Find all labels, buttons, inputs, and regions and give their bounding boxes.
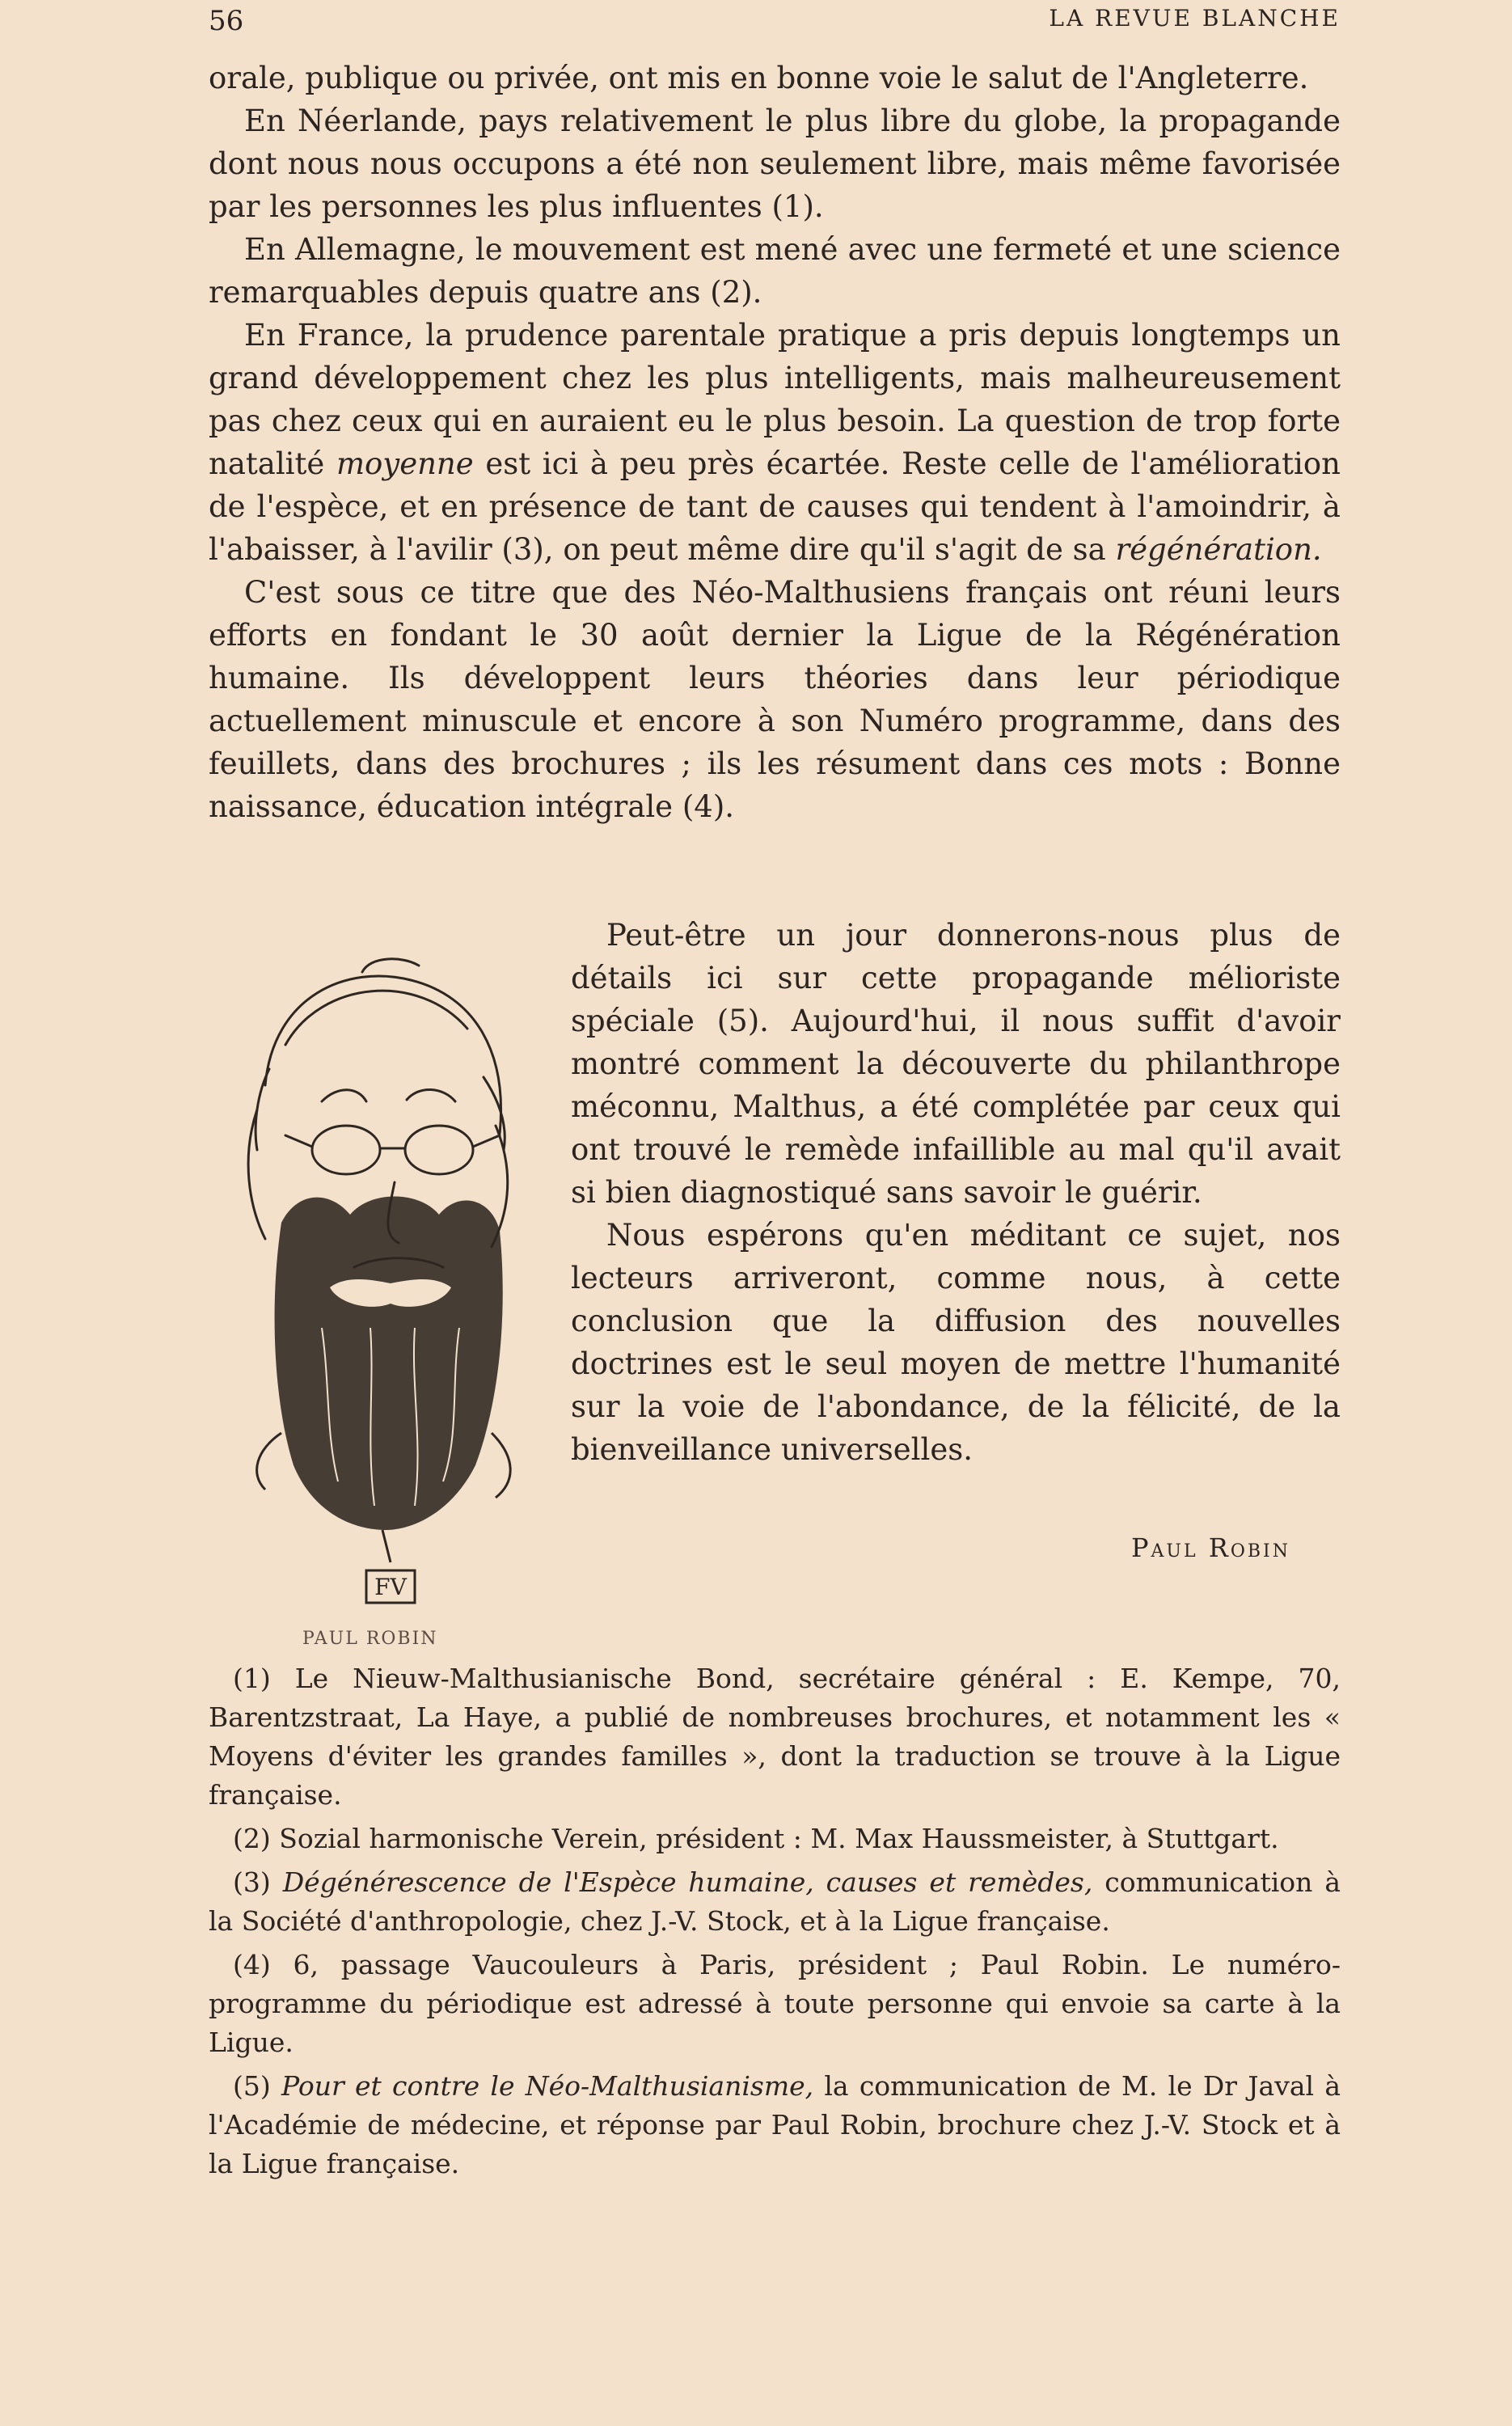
text-run: (2) Sozial harmonische Verein, président : M. Max Haussmeister, à Stuttgart. xyxy=(233,1823,1279,1854)
page-header xyxy=(209,5,1341,37)
footnote-3 xyxy=(209,1863,1341,1941)
text-run: (3) xyxy=(233,1866,283,1898)
right-column xyxy=(571,914,1341,1563)
footnote-5 xyxy=(209,2067,1341,2183)
portrait-illustration xyxy=(209,948,548,1781)
portrait-caption: PAUL ROBIN xyxy=(302,1629,438,1649)
italic-run: Pour et contre le Néo-Malthusianisme, xyxy=(281,2070,814,2102)
paragraph-ligue: C'est sous ce titre que des Néo-Malthusiens français ont réuni leurs efforts en fondant le 30 août dernier la Ligue de la Régénération humaine. Ils développent leurs théories dans leur périodique actuellement minuscule et encore à son Numéro programme, dans des feuillets, dans des brochures ; ils les résument dans ces mots : Bonne naissance, éducation intégrale (4). xyxy=(209,575,1341,824)
footnotes xyxy=(209,1659,1341,2188)
paragraph-germany: En Allemagne, le mouvement est mené avec une fermeté et une science remarquables depuis quatre ans (2). xyxy=(209,232,1341,310)
text-run: (5) xyxy=(233,2070,281,2102)
paragraph-propagande: Peut-être un jour donnerons-nous plus de détails ici sur cette propagande mélioriste spéciale (5). Aujourd'hui, il nous suffit d'avoir montré comment la découverte du philanthrope méconnu, Malthus, a été complétée par ceux qui ont trouvé le remède infaillible au mal qu'il avait si bien diagnostiqué sans savoir le guérir. xyxy=(571,918,1341,1210)
footnote-1 xyxy=(209,1659,1341,1815)
text-run: la communication de M. le Dr Javal à l'Académie de médecine, et réponse par Paul Robin, brochure chez J.-V. Stock et à la Ligue française. xyxy=(209,2070,1341,2179)
running-title: LA REVUE BLANCHE xyxy=(1049,5,1341,32)
footnote-4 xyxy=(209,1946,1341,2062)
portrait-drawing xyxy=(209,948,548,1627)
page-number: 56 xyxy=(209,5,244,37)
author-signature: Paul Robin xyxy=(1131,1532,1290,1563)
monogram xyxy=(366,1570,415,1603)
paragraph-conclusion: Nous espérons qu'en méditant ce sujet, nos lecteurs arriveront, comme nous, à cette conclusion que la diffusion des nouvelles doctrines est le seul moyen de mettre l'humanité sur la voie de l'abondance, de la félicité, de la bienveillance universelles. xyxy=(571,1218,1341,1467)
paragraph-england: orale, publique ou privée, ont mis en bonne voie le salut de l'Angleterre. xyxy=(209,61,1309,95)
text-run: (4) 6, passage Vaucouleurs à Paris, président ; Paul Robin. Le numéro-programme du périodique est adressé à toute personne qui envoie sa carte à la Ligue. xyxy=(209,1949,1341,2058)
article-body xyxy=(209,57,1341,828)
paragraph-netherlands: En Néerlande, pays relativement le plus libre du globe, la propagande dont nous nous occupons a été non seulement libre, mais même favorisée par les personnes les plus influentes (1). xyxy=(209,104,1341,224)
text-run: En France, la prudence parentale pratique a pris depuis longtemps un grand développement chez les plus intelligents, mais malheureusement pas chez ceux qui en auraient eu le plus besoin. La question de trop forte natalité xyxy=(209,318,1341,481)
footnote-2 xyxy=(209,1820,1341,1858)
italic-run: Dégénérescence de l'Espèce humaine, causes et remèdes, xyxy=(282,1866,1093,1898)
italic-run: régénération. xyxy=(1115,532,1322,567)
text-run: est ici à peu près écartée. Reste celle de l'amélioration de l'espèce, et en présence de tant de causes qui tendent à l'amoindrir, à l'abaisser, à l'avilir (3), on peut même dire qu'il s'agit de sa xyxy=(209,446,1341,567)
monogram-text: FV xyxy=(374,1574,407,1600)
text-run: communication à la Société d'anthropologie, chez J.-V. Stock, et à la Ligue française. xyxy=(209,1866,1341,1937)
paragraph-france xyxy=(209,314,1341,571)
italic-run: moyenne xyxy=(336,446,474,481)
text-run: (1) Le Nieuw-Malthusianische Bond, secrétaire général : E. Kempe, 70, Barentzstraat, La Haye, a publié de nombreuses brochures, et notamment les « Moyens d'éviter les grandes familles », dont la traduction se trouve à la Ligue française. xyxy=(209,1663,1341,1811)
